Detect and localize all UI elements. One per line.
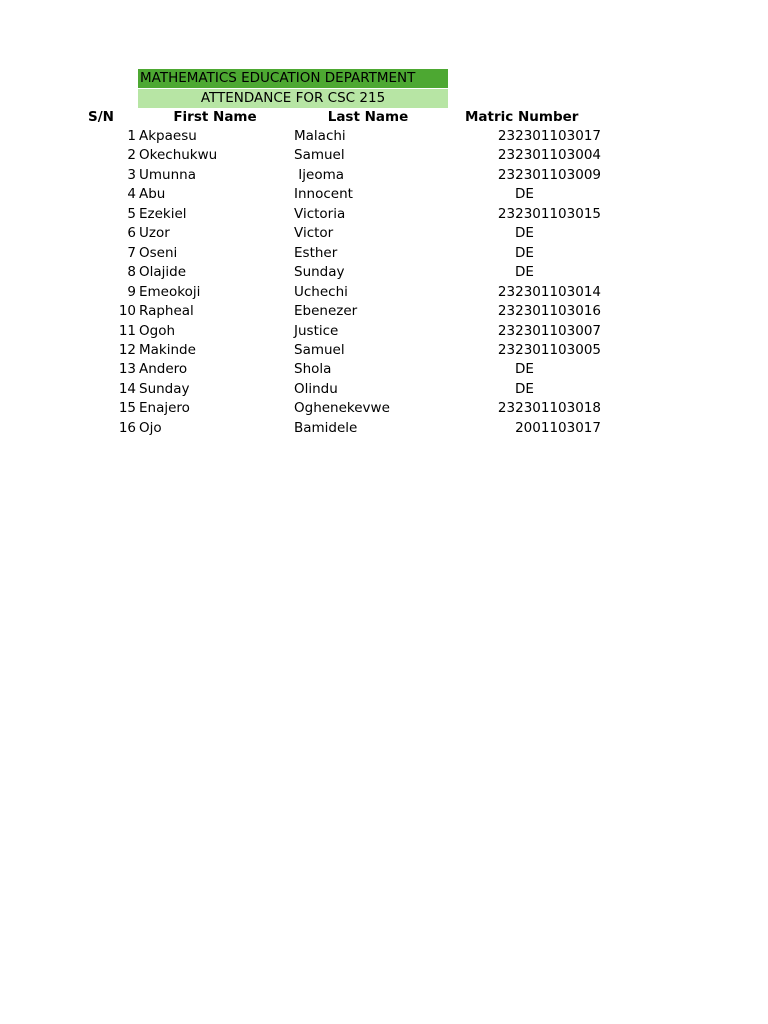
cell-first-name: Ojo bbox=[139, 419, 162, 436]
cell-last-name: Samuel bbox=[294, 341, 345, 358]
cell-first-name: Uzor bbox=[139, 225, 170, 242]
cell-sn: 16 bbox=[118, 419, 136, 436]
cell-sn: 8 bbox=[127, 264, 136, 281]
cell-first-name: Sunday bbox=[139, 380, 190, 397]
cell-matric-number: 232301103017 bbox=[497, 128, 601, 144]
header-sn: S/N bbox=[88, 109, 114, 125]
department-title: MATHEMATICS EDUCATION DEPARTMENT bbox=[138, 69, 448, 88]
table-row bbox=[0, 419, 768, 439]
cell-sn: 7 bbox=[127, 244, 136, 261]
cell-matric-number: 232301103009 bbox=[497, 166, 601, 183]
cell-sn: 4 bbox=[127, 186, 136, 203]
cell-matric-number: 232301103004 bbox=[497, 147, 601, 164]
cell-first-name: Abu bbox=[139, 186, 166, 203]
cell-first-name: Enajero bbox=[139, 400, 190, 417]
cell-sn: 2 bbox=[127, 147, 136, 164]
cell-sn: 5 bbox=[127, 205, 136, 222]
cell-sn: 14 bbox=[118, 380, 136, 397]
table-row bbox=[0, 341, 768, 361]
cell-sn: 12 bbox=[118, 341, 136, 358]
cell-last-name: Sunday bbox=[294, 264, 345, 281]
table-row bbox=[0, 322, 768, 342]
cell-last-name: Victor bbox=[294, 225, 334, 242]
cell-sn: 6 bbox=[127, 225, 136, 242]
cell-last-name: Esther bbox=[294, 244, 338, 261]
cell-matric-number: 232301103016 bbox=[497, 303, 601, 320]
cell-matric-number: DE bbox=[515, 186, 534, 203]
cell-sn: 3 bbox=[127, 166, 136, 183]
cell-last-name: Malachi bbox=[294, 128, 346, 144]
cell-sn: 10 bbox=[118, 303, 136, 320]
cell-first-name: Rapheal bbox=[139, 303, 194, 320]
table-row bbox=[0, 224, 768, 244]
cell-last-name: Oghenekevwe bbox=[294, 400, 390, 417]
table-row bbox=[0, 127, 768, 147]
cell-sn: 9 bbox=[127, 283, 136, 300]
cell-last-name: Justice bbox=[294, 322, 339, 339]
cell-first-name: Andero bbox=[139, 361, 188, 378]
cell-first-name: Umunna bbox=[139, 166, 196, 183]
cell-matric-number: 2001103017 bbox=[515, 419, 601, 436]
cell-first-name: Emeokoji bbox=[139, 283, 201, 300]
table-row bbox=[0, 283, 768, 303]
table-row bbox=[0, 263, 768, 283]
table-row bbox=[0, 166, 768, 186]
cell-sn: 11 bbox=[118, 322, 136, 339]
cell-first-name: Olajide bbox=[139, 264, 187, 281]
cell-last-name: Ijeoma bbox=[294, 166, 345, 183]
cell-sn: 1 bbox=[127, 128, 136, 144]
cell-last-name: Shola bbox=[294, 361, 332, 378]
cell-last-name: Bamidele bbox=[294, 419, 358, 436]
cell-matric-number: 232301103018 bbox=[497, 400, 601, 417]
cell-last-name: Uchechi bbox=[294, 283, 348, 300]
cell-matric-number: 232301103015 bbox=[497, 205, 601, 222]
cell-last-name: Ebenezer bbox=[294, 303, 358, 320]
table-row bbox=[0, 360, 768, 380]
cell-sn: 15 bbox=[118, 400, 136, 417]
table-row bbox=[0, 205, 768, 225]
cell-sn: 13 bbox=[118, 361, 136, 378]
cell-last-name: Samuel bbox=[294, 147, 345, 164]
header-last-name: Last Name bbox=[327, 109, 409, 125]
cell-matric-number: 232301103005 bbox=[497, 341, 601, 358]
table-row bbox=[0, 244, 768, 264]
cell-matric-number: DE bbox=[515, 380, 534, 397]
table-row bbox=[0, 302, 768, 322]
table-row bbox=[0, 380, 768, 400]
cell-last-name: Olindu bbox=[294, 380, 338, 397]
cell-first-name: Okechukwu bbox=[139, 147, 218, 164]
cell-last-name: Innocent bbox=[294, 186, 353, 203]
cell-last-name: Victoria bbox=[294, 205, 346, 222]
cell-matric-number: DE bbox=[515, 264, 534, 281]
cell-first-name: Akpaesu bbox=[139, 128, 197, 144]
cell-first-name: Oseni bbox=[139, 244, 178, 261]
cell-matric-number: 232301103007 bbox=[497, 322, 601, 339]
attendance-subtitle: ATTENDANCE FOR CSC 215 bbox=[138, 89, 448, 108]
header-first-name: First Name bbox=[173, 109, 257, 125]
cell-matric-number: DE bbox=[515, 244, 534, 261]
cell-matric-number: DE bbox=[515, 361, 534, 378]
cell-first-name: Ezekiel bbox=[139, 205, 187, 222]
table-row bbox=[0, 399, 768, 419]
cell-matric-number: 232301103014 bbox=[497, 283, 601, 300]
cell-matric-number: DE bbox=[515, 225, 534, 242]
table-row bbox=[0, 185, 768, 205]
table-row bbox=[0, 146, 768, 166]
cell-first-name: Makinde bbox=[139, 341, 196, 358]
cell-first-name: Ogoh bbox=[139, 322, 176, 339]
header-matric-number: Matric Number bbox=[465, 109, 579, 125]
